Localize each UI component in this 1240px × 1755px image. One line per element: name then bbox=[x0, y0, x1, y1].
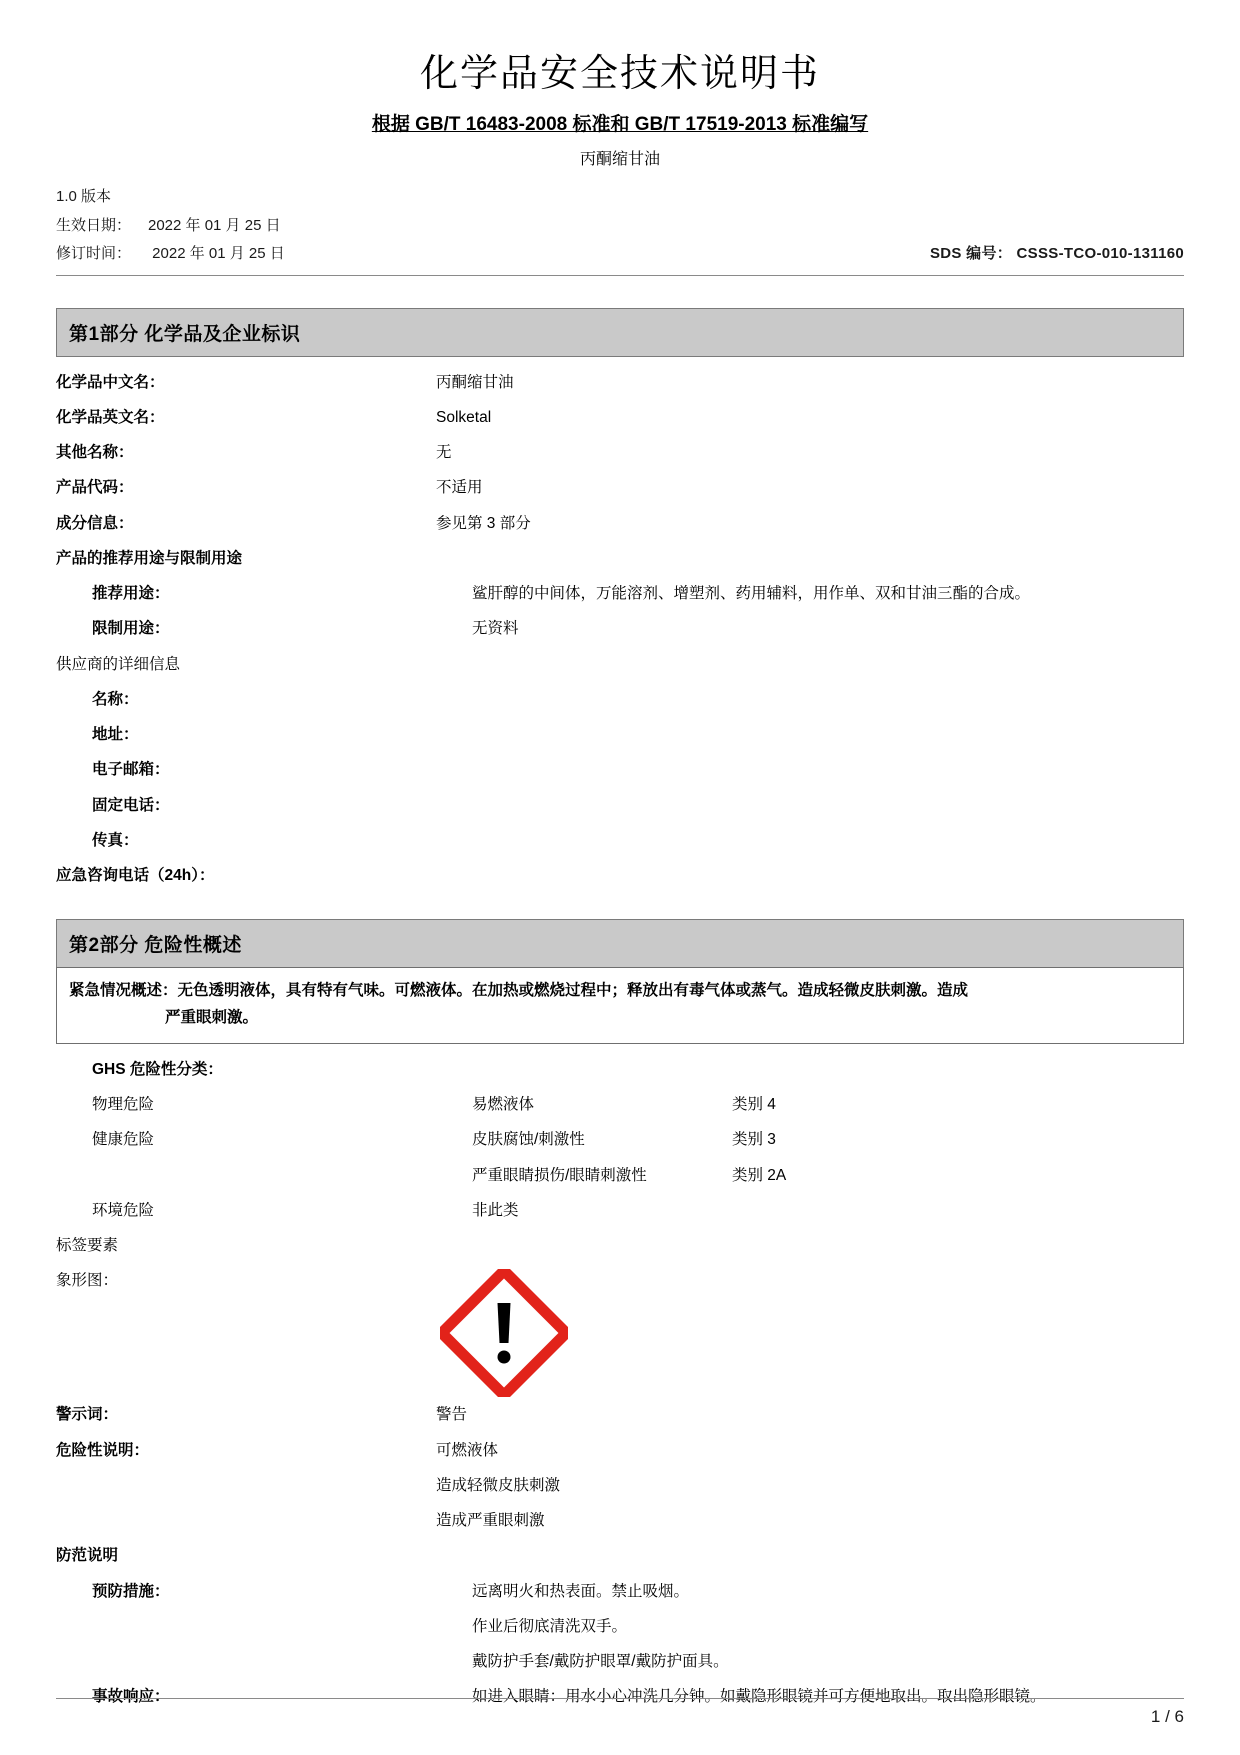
field-row bbox=[56, 476, 1184, 499]
field-value: 鲨肝醇的中间体，万能溶剂、增塑剂、药用辅料，用作单、双和甘油三酯的合成。 bbox=[472, 585, 1031, 602]
field-row bbox=[56, 406, 1184, 429]
field-row bbox=[56, 441, 1184, 464]
field-label: 推荐用途： bbox=[92, 585, 170, 602]
ghs-row-label: 环境危险 bbox=[92, 1201, 155, 1219]
label-elements-header-row bbox=[56, 1234, 1184, 1257]
supplier-group-header-row bbox=[56, 653, 1184, 676]
field-row bbox=[56, 794, 1184, 817]
effective-date-label: 生效日期： bbox=[56, 216, 132, 234]
ghs-classification-header-row bbox=[56, 1058, 1184, 1081]
precaution-header: 防范说明 bbox=[56, 1547, 119, 1565]
ghs07-exclamation-mark-icon bbox=[440, 1269, 568, 1397]
prevention-item: 戴防护手套/戴防护眼罩/戴防护面具。 bbox=[472, 1653, 729, 1671]
ghs-row bbox=[56, 1199, 1184, 1222]
section-2-fields bbox=[56, 1058, 1184, 1709]
pictogram-label: 象形图： bbox=[56, 1272, 119, 1290]
section-1-fields bbox=[56, 371, 1184, 888]
field-label: 化学品中文名： bbox=[56, 373, 165, 391]
page-title: 化学品安全技术说明书 bbox=[419, 51, 820, 95]
ghs-row bbox=[56, 1093, 1184, 1116]
label-elements-header: 标签要素 bbox=[56, 1237, 119, 1255]
field-label: 地址： bbox=[92, 726, 139, 743]
field-value: 不适用 bbox=[436, 479, 483, 497]
response-label: 事故响应： bbox=[92, 1688, 170, 1706]
pictogram-value bbox=[436, 1269, 1184, 1397]
page-footer bbox=[56, 1698, 1184, 1727]
ghs-row bbox=[56, 1128, 1184, 1151]
emergency-overview-label: 紧急情况概述： bbox=[69, 982, 178, 1000]
field-label: 限制用途： bbox=[92, 620, 170, 638]
field-value: 丙酮缩甘油 bbox=[436, 373, 514, 391]
hazard-statement-item: 造成严重眼刺激 bbox=[436, 1512, 545, 1530]
field-label: 成分信息： bbox=[56, 514, 134, 532]
version-label: 1.0 版本 bbox=[56, 188, 112, 205]
ghs-classification-header: GHS 危险性分类： bbox=[92, 1060, 223, 1078]
header-divider bbox=[56, 275, 1184, 276]
standard-subtitle: 根据 GB/T 16483-2008 标准和 GB/T 17519-2013 标准编写 bbox=[371, 114, 869, 135]
field-row bbox=[56, 829, 1184, 852]
ghs-row-category: 类别 3 bbox=[732, 1131, 776, 1149]
page-number: 1 / 6 bbox=[1150, 1707, 1184, 1726]
pictogram-row bbox=[56, 1269, 1184, 1397]
product-name-heading: 丙酮缩甘油 bbox=[579, 151, 660, 168]
revision-group bbox=[56, 240, 285, 269]
uses-group-header-row bbox=[56, 547, 1184, 570]
hazard-statement-item: 可燃液体 bbox=[436, 1441, 499, 1459]
ghs-row-hazard: 易燃液体 bbox=[472, 1096, 535, 1114]
signal-word-row bbox=[56, 1403, 1184, 1426]
effective-date-value: 2022 年 01 月 25 日 bbox=[148, 216, 281, 234]
meta-version-row bbox=[56, 183, 1184, 212]
ghs-row-category: 类别 4 bbox=[732, 1096, 776, 1114]
section-1-header: 第1部分 化学品及企业标识 bbox=[56, 308, 1184, 357]
ghs-row-label: 物理危险 bbox=[92, 1096, 155, 1114]
field-row bbox=[56, 758, 1184, 781]
field-row bbox=[56, 512, 1184, 535]
prevention-label: 预防措施： bbox=[92, 1582, 170, 1600]
field-row bbox=[56, 723, 1184, 746]
emergency-phone-label: 应急咨询电话（24h）： bbox=[56, 867, 215, 884]
prevention-item: 作业后彻底清洗双手。 bbox=[472, 1617, 628, 1635]
signal-word-label: 警示词： bbox=[56, 1406, 119, 1424]
field-value: 参见第 3 部分 bbox=[436, 514, 531, 532]
emergency-overview-box bbox=[56, 967, 1184, 1044]
prevention-values bbox=[472, 1580, 1184, 1674]
uses-group-header: 产品的推荐用途与限制用途 bbox=[56, 549, 243, 567]
field-row bbox=[56, 582, 1184, 605]
field-label: 化学品英文名： bbox=[56, 408, 165, 426]
hazard-statement-label: 危险性说明： bbox=[56, 1441, 150, 1459]
hazard-statement-values bbox=[436, 1439, 1184, 1533]
sds-number-group bbox=[930, 240, 1184, 269]
hazard-statement-row bbox=[56, 1439, 1184, 1533]
footer-divider bbox=[56, 1698, 1184, 1699]
field-label: 固定电话： bbox=[92, 796, 170, 814]
section-2-header: 第2部分 危险性概述 bbox=[56, 919, 1184, 968]
field-label: 名称： bbox=[92, 690, 139, 708]
field-row bbox=[56, 688, 1184, 711]
field-row bbox=[56, 617, 1184, 640]
response-item: 如进入眼睛：用水小心冲洗几分钟。如戴隐形眼镜并可方便地取出。取出隐形眼镜。 bbox=[472, 1688, 1046, 1706]
ghs-row-label: 健康危险 bbox=[92, 1131, 155, 1149]
field-row bbox=[56, 371, 1184, 394]
field-value: Solketal bbox=[436, 408, 492, 426]
supplier-group-header: 供应商的详细信息 bbox=[56, 655, 181, 673]
ghs-row-hazard: 皮肤腐蚀/刺激性 bbox=[472, 1131, 585, 1149]
sds-number-value: CSSS-TCO-010-131160 bbox=[1016, 245, 1184, 262]
field-value: 无资料 bbox=[472, 620, 519, 638]
precaution-header-row bbox=[56, 1544, 1184, 1567]
meta-effective-row bbox=[56, 212, 1184, 241]
prevention-item: 远离明火和热表面。禁止吸烟。 bbox=[472, 1582, 690, 1600]
field-label: 电子邮箱： bbox=[92, 761, 170, 779]
field-label: 传真： bbox=[92, 831, 139, 849]
signal-word-value: 警告 bbox=[436, 1406, 468, 1424]
ghs-row-category: 类别 2A bbox=[732, 1166, 787, 1184]
emergency-overview-line1: 无色透明液体，具有特有气味。可燃液体。在加热或燃烧过程中；释放出有毒气体或蒸气。造成轻微皮肤刺激。造成 bbox=[177, 982, 969, 1000]
emergency-overview-line2: 严重眼刺激。 bbox=[165, 1008, 259, 1026]
hazard-statement-item: 造成轻微皮肤刺激 bbox=[436, 1476, 561, 1494]
field-label: 其他名称： bbox=[56, 444, 134, 461]
document-meta bbox=[56, 183, 1184, 269]
prevention-row bbox=[56, 1580, 1184, 1674]
ghs-row-hazard: 严重眼睛损伤/眼睛刺激性 bbox=[472, 1166, 647, 1184]
revision-label: 修订时间： bbox=[56, 245, 132, 262]
ghs-row-hazard: 非此类 bbox=[472, 1201, 519, 1219]
sds-number-label: SDS 编号： bbox=[929, 245, 1013, 262]
field-value: 无 bbox=[436, 444, 452, 461]
field-label: 产品代码： bbox=[56, 479, 134, 497]
revision-value: 2022 年 01 月 25 日 bbox=[152, 245, 285, 262]
meta-revision-row bbox=[56, 240, 1184, 269]
ghs-row bbox=[56, 1164, 1184, 1187]
emergency-phone-row bbox=[56, 864, 1184, 887]
